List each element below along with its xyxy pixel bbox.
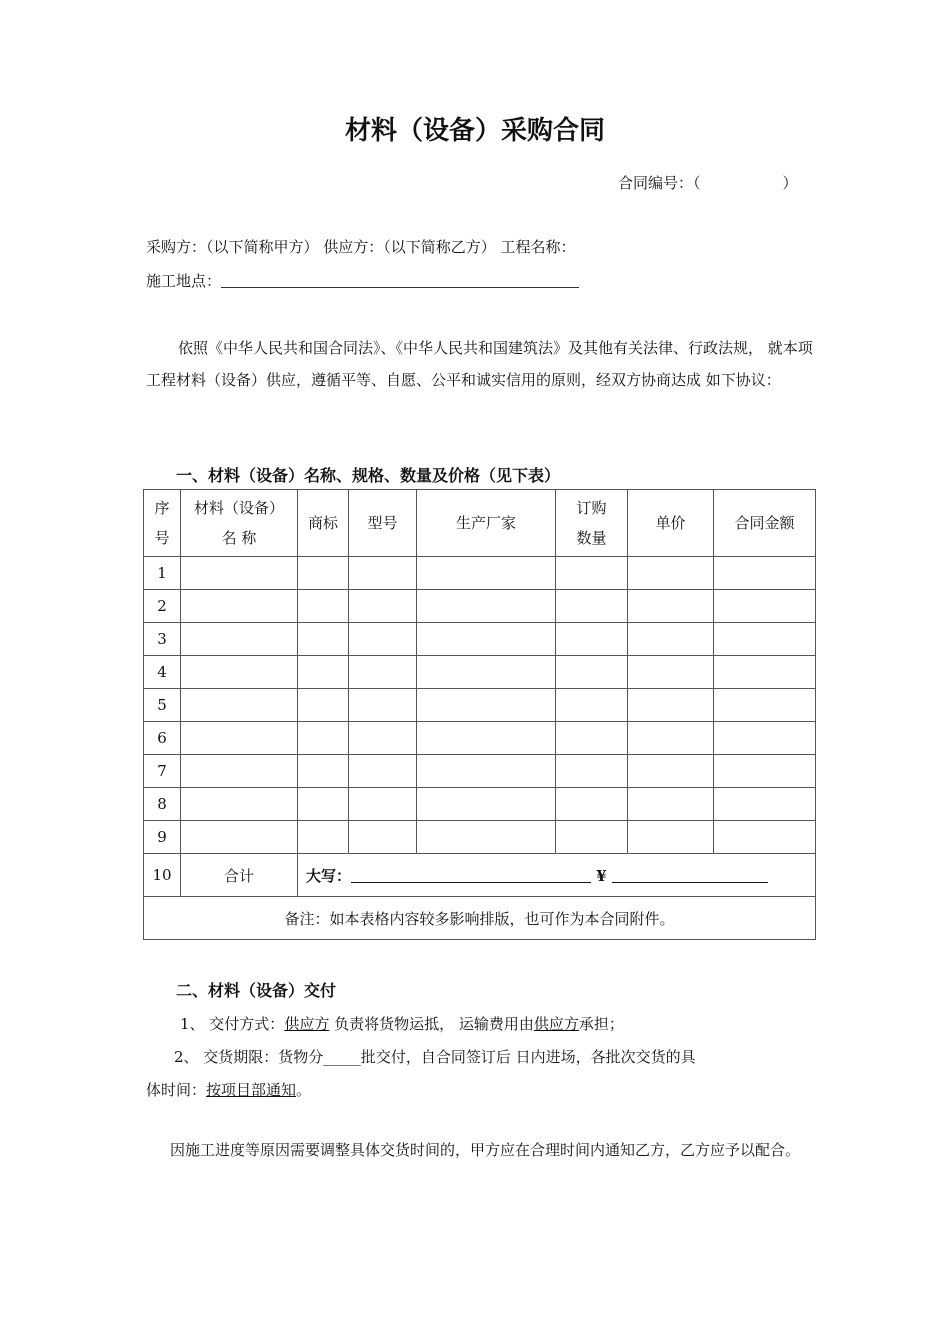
parties-line: 采购方：（以下简称甲方） 供应方：（以下简称乙方） 工程名称： — [146, 238, 576, 256]
table-row: 8 — [144, 788, 816, 821]
contract-number — [618, 172, 798, 193]
total-amount-words: 大写： ¥ — [298, 854, 816, 897]
daxie-blank — [351, 868, 591, 883]
site-label: 施工地点： — [146, 272, 222, 290]
header-brand: 商标 — [298, 490, 349, 557]
table-row: 6 — [144, 722, 816, 755]
section1-title: 一、材料（设备）名称、规格、数量及价格（见下表） — [176, 466, 561, 485]
contract-number-close: ） — [782, 174, 798, 192]
table-row: 9 — [144, 821, 816, 854]
total-row-number: 10 — [144, 854, 181, 897]
delivery-party: 供应方 — [284, 1015, 330, 1033]
section2-title: 二、材料（设备）交付 — [176, 981, 337, 1000]
delivery-method-line: 1、 交付方式：供应方 负责将货物运抵， 运输费用由供应方承担； — [180, 1015, 624, 1033]
total-row — [144, 854, 816, 897]
header-name: 材料（设备） 名 称 — [181, 490, 298, 557]
delivery-time-value: 按项目部通知 — [206, 1081, 297, 1099]
table-row: 1 — [144, 557, 816, 590]
delivery-period-line: 2、 交货期限：货物分_____批交付，自合同签订后 日内进场，各批次交货的具 — [174, 1048, 696, 1066]
yen-blank — [612, 868, 768, 883]
table-row: 7 — [144, 755, 816, 788]
header-qty: 订购 数量 — [556, 490, 628, 557]
header-maker: 生产厂家 — [417, 490, 556, 557]
site-line — [146, 270, 579, 291]
table-row: 3 — [144, 623, 816, 656]
remark-row — [144, 897, 816, 940]
header-price: 单价 — [628, 490, 714, 557]
table-row: 2 — [144, 590, 816, 623]
closing-paragraph: 因施工进度等原因需要调整具体交货时间的，甲方应在合理时间内通知乙方，乙方应予以配合。 — [170, 1141, 801, 1159]
table-row: 5 — [144, 689, 816, 722]
freight-party: 供应方 — [533, 1015, 579, 1033]
intro-paragraph: 依照《中华人民共和国合同法》、《中华人民共和国建筑法》及其他有关法律、行政法规， 就本项工程材料（设备）供应，遵循平等、自愿、公平和诚实信用的原则，经双方协商达成 如下协议： — [146, 339, 813, 389]
contract-number-label: 合同编号：（ — [618, 174, 701, 192]
yen-sign: ¥ — [596, 866, 607, 885]
header-amount: 合同金额 — [714, 490, 816, 557]
table-header-row — [144, 490, 816, 557]
materials-table — [143, 489, 816, 940]
page-title: 材料（设备）采购合同 — [344, 116, 605, 146]
site-blank — [221, 273, 579, 288]
remark-text: 备注：如本表格内容较多影响排版，也可作为本合同附件。 — [144, 897, 816, 940]
delivery-time-line: 体时间：按项目部通知。 — [146, 1081, 312, 1099]
table-row: 4 — [144, 656, 816, 689]
header-seq: 序 号 — [144, 490, 181, 557]
header-model: 型号 — [349, 490, 417, 557]
total-label: 合计 — [181, 854, 298, 897]
